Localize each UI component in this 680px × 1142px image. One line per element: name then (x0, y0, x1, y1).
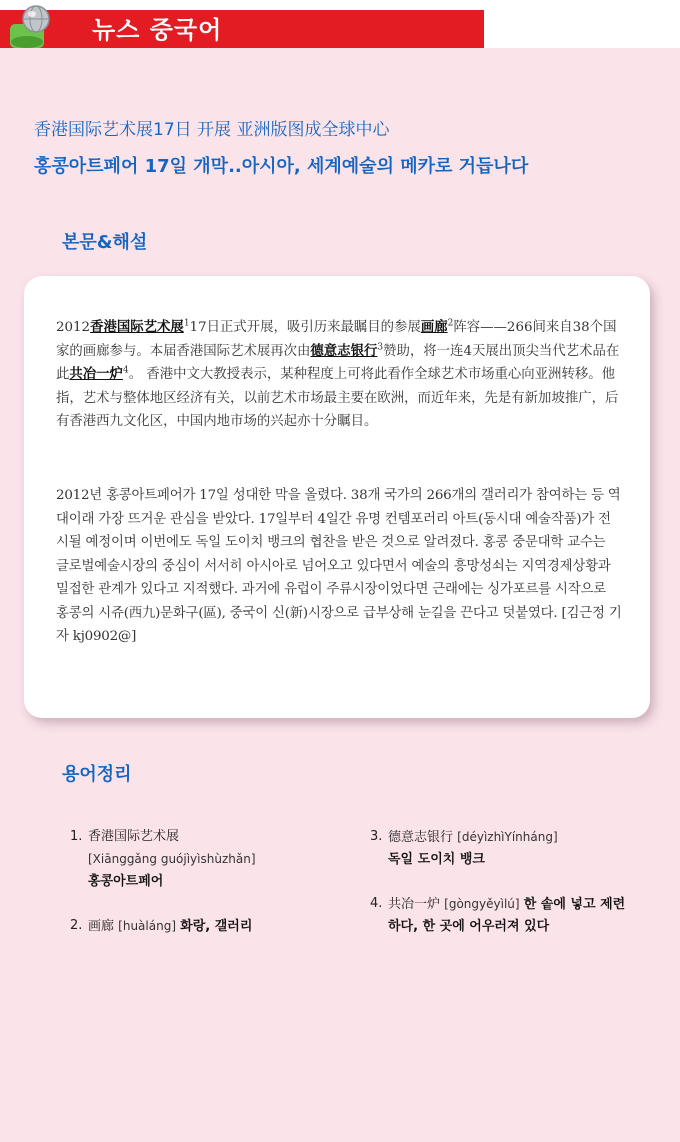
vocab-term: 画廊 (88, 919, 115, 934)
article-text-segment: 2012 (56, 320, 91, 335)
article-card (24, 276, 650, 718)
footnote-4: 4 (122, 365, 129, 376)
article-text-segment: 赞助，将一连4天展出顶尖当代艺术品在此 (56, 343, 620, 382)
header-title: 뉴스 중국어 (92, 16, 223, 44)
term-hongkong-art-fair: 香港国际艺术展 (90, 319, 184, 335)
vocab-item-3 (370, 826, 630, 871)
vocab-item-1 (70, 826, 330, 893)
headline-korean: 홍콩아트페어 17일 개막..아시아, 세계예술의 메카로 거듭나다 (34, 156, 529, 177)
vocab-pinyin: [gòngyěyìlú] (444, 897, 520, 911)
term-gallery: 画廊 (420, 319, 448, 335)
vocab-number: 1. (70, 829, 83, 844)
article-korean-paragraph: 2012년 홍콩아트페어가 17일 성대한 막을 올렸다. 38개 국가의 266개의 갤러리가 참여하는 등 역대이래 가장 뜨거운 관심을 받았다. 17일부터 4일간 유명 컨템포러리 아트(동시대 예술작품)가 전시될 예정이며 이번에도 독일 도이치 뱅크의 협찬을 받은 것으로 알려졌다. 홍콩 중문대학 교수는 글로벌예술시장의 중심이 서서히 아시아로 넘어오고 있다면서 예술의 흥망성쇠는 지역경제상황과 밀접한 관계가 있다고 지적했다. 과거에 유럽이 주류시장이었다면 근래에는 싱가포르를 시작으로 홍콩의 시쥬(西九)문화구(區), 중국이 신(新)시장으로 급부상해 눈길을 끈다고 덧붙였다. [김근정 기자 kj0902@] (56, 488, 622, 644)
vocab-column-right (370, 826, 630, 960)
section-title-vocab: 용어정리 (62, 764, 132, 785)
header-bar (0, 10, 484, 48)
vocab-meaning: 홍콩아트페어 (88, 874, 164, 889)
vocab-term: 共冶一炉 (388, 897, 441, 912)
vocab-column-left (70, 826, 330, 960)
footnote-1: 1 (183, 318, 190, 329)
vocab-number: 4. (370, 896, 383, 911)
vocab-number: 2. (70, 918, 83, 933)
headline-chinese: 香港国际艺术展17日 开展 亚洲版图成全球中心 (34, 120, 390, 140)
section-title-body: 본문&해설 (62, 232, 148, 253)
vocab-term: 德意志银行 (388, 830, 454, 845)
vocab-pinyin: [huàláng] (118, 919, 176, 933)
footnote-2: 2 (447, 318, 454, 329)
term-deutsche-bank: 德意志银行 (310, 342, 378, 359)
vocab-number: 3. (370, 829, 383, 844)
globe-logo-icon (6, 2, 60, 50)
article-text-segment: 阵容——266间来自38个国家的画廊参与。本届香港国际艺术展再次由 (56, 320, 617, 359)
footnote-3: 3 (377, 342, 384, 353)
vocab-item-4 (370, 893, 630, 938)
vocab-item-2 (70, 915, 330, 938)
vocab-term: 香港国际艺术展 (88, 829, 180, 844)
article-chinese-paragraph (56, 316, 622, 434)
vocab-meaning: 독일 도이치 뱅크 (388, 852, 485, 867)
vocab-pinyin: [déyìzhìYínháng] (457, 830, 558, 844)
vocab-pinyin: [Xiānggǎng guójìyìshùzhǎn] (88, 852, 256, 866)
vocab-meaning: 화랑, 갤러리 (180, 919, 253, 934)
term-gongye-yilu: 共冶一炉 (69, 366, 123, 382)
vocab-meaning: 한 솥에 넣고 제련하다, 한 곳에 어우러져 있다 (388, 897, 626, 934)
article-text-segment: 。 香港中文大教授表示，某种程度上可将此看作全球艺术市场重心向亚洲转移。他指，艺术与整体地区经济有关，以前艺术市场最主要在欧洲，而近年来，先是有新加坡推广，后有香港西九文化区，中国内地市场的兴起亦十分瞩目。 (56, 367, 619, 429)
article-text-segment: 17日正式开展，吸引历来最瞩目的参展 (189, 320, 421, 335)
